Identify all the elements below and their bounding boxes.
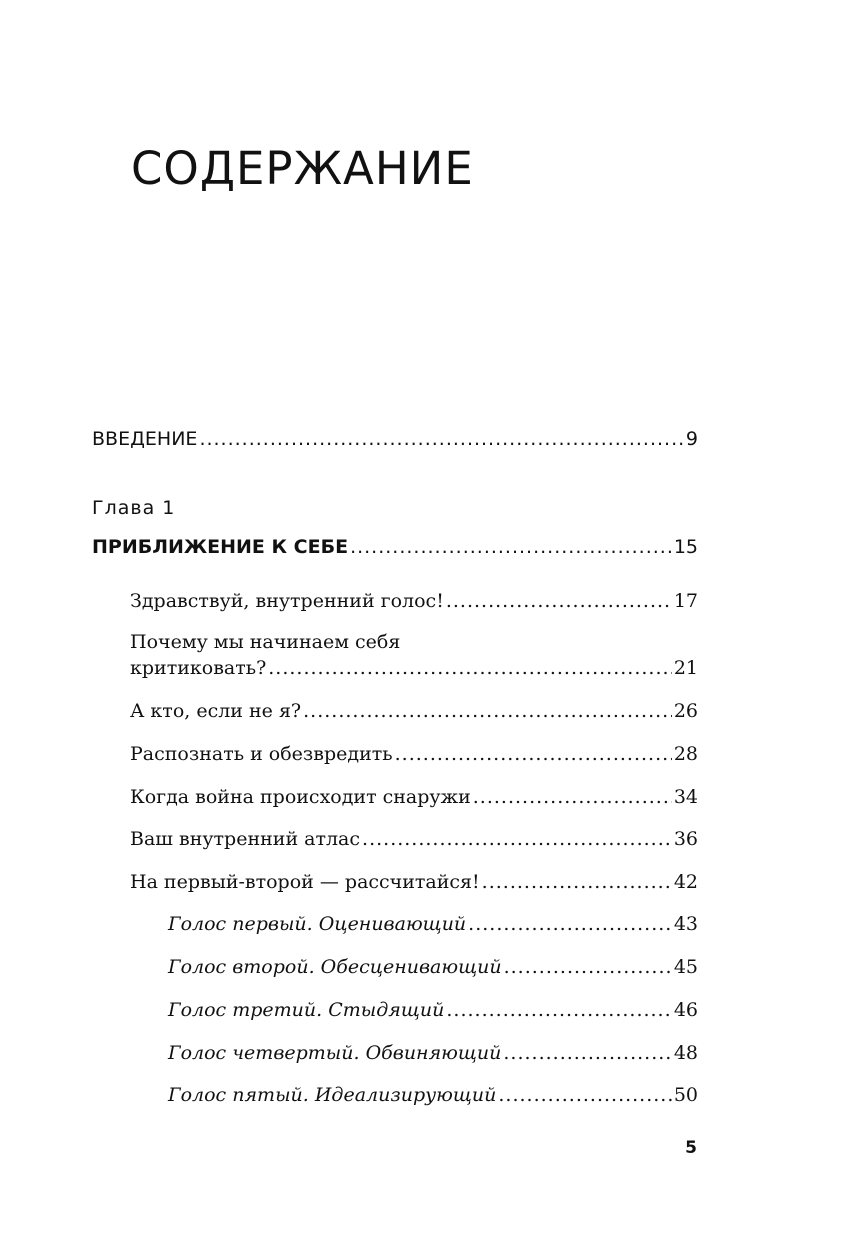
dot-leader [395,745,672,764]
toc-entry-introduction[interactable] [92,430,698,449]
toc-entry-label: Голос первый. Оценивающий [168,913,467,935]
toc-entry-chapter[interactable] [92,538,698,557]
chapter-label: Глава 1 [92,497,176,519]
toc-page-number: 42 [673,871,698,893]
toc-page-number: 43 [673,913,698,935]
dot-leader [473,788,672,807]
toc-entry-section[interactable] [130,788,698,807]
page-number: 5 [685,1138,697,1158]
toc-entry-subsection[interactable] [168,915,698,934]
toc-entry-section[interactable] [130,830,698,849]
dot-leader [504,958,672,977]
toc-entry-section[interactable] [130,592,698,611]
toc-entry-label: Голос третий. Стыдящий [168,999,445,1021]
toc-entry-label: ВВЕДЕНИЕ [92,428,198,450]
toc-entry-subsection[interactable] [168,1086,698,1105]
dot-leader [350,538,672,557]
toc-entry-label-line1[interactable]: Почему мы начинаем себя [130,631,401,653]
toc-entry-label: Здравствуй, внутренний голос! [130,590,444,612]
page-title: СОДЕРЖАНИЕ [131,142,474,195]
toc-entry-label: Ваш внутренний атлас [130,828,361,850]
toc-entry-label: ПРИБЛИЖЕНИЕ К СЕБЕ [92,536,349,558]
dot-leader [268,659,672,678]
toc-page-number: 21 [673,657,698,679]
toc-entry-subsection[interactable] [168,1044,698,1063]
toc-entry-subsection[interactable] [168,1001,698,1020]
dot-leader [446,592,672,611]
dot-leader [503,1044,671,1063]
dot-leader [362,830,672,849]
toc-entry-subsection[interactable] [168,958,698,977]
toc-page-number: 28 [673,743,698,765]
toc-entry-label: Когда война происходит снаружи [130,786,471,808]
toc-entry-section[interactable] [130,745,698,764]
toc-page-number: 46 [673,999,698,1021]
dot-leader [446,1001,671,1020]
toc-entry-label: Голос четвертый. Обвиняющий [168,1042,502,1064]
toc-page-number: 26 [673,700,698,722]
dot-leader [482,873,672,892]
toc-entry-label: На первый-второй — рассчитайся! [130,871,480,893]
toc-page-number: 50 [673,1084,698,1106]
toc-entry-section[interactable] [130,702,698,721]
toc-entry-label: Голос пятый. Идеализирующий [168,1084,497,1106]
toc-entry-section[interactable] [130,873,698,892]
toc-entry-label: А кто, если не я? [130,700,302,722]
toc-page-number: 45 [673,956,698,978]
toc-entry-section[interactable] [130,659,698,678]
toc-entry-label: Распознать и обезвредить [130,743,393,765]
toc-page-number: 9 [685,428,698,450]
toc-page-number: 17 [673,590,698,612]
toc-page-number: 34 [673,786,698,808]
dot-leader [498,1086,671,1105]
toc-page-number: 15 [673,536,698,558]
toc-entry-label: Голос второй. Обесценивающий [168,956,502,978]
toc-entry-label: критиковать? [130,657,267,679]
dot-leader [468,915,672,934]
toc-page-number: 48 [673,1042,698,1064]
toc-page-number: 36 [673,828,698,850]
dot-leader [303,702,672,721]
dot-leader [199,430,683,449]
